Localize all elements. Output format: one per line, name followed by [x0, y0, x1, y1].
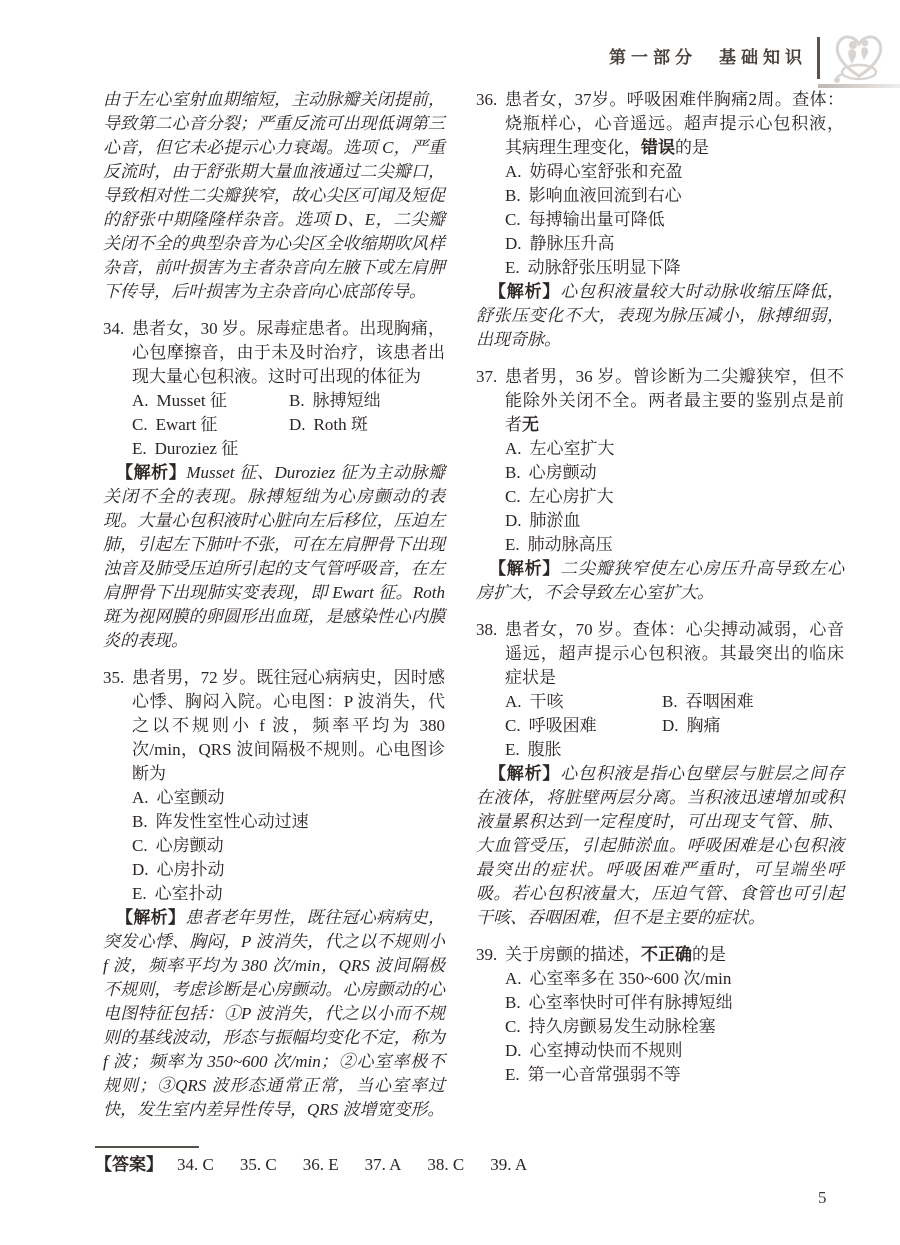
- question-34: [103, 317, 445, 461]
- option-b: B. 心房颤动: [505, 463, 597, 482]
- analysis-label: 【解析】: [116, 908, 186, 927]
- question-39: [476, 943, 844, 1087]
- question-38: [476, 618, 844, 762]
- answer-key: [95, 1146, 553, 1177]
- question-36: [476, 88, 844, 280]
- option-b: B. 影响血液回流到右心: [505, 186, 682, 205]
- option-b: B. 脉搏短绌: [289, 391, 381, 410]
- answer-item: 34. C: [177, 1155, 214, 1174]
- option-a: A. 左心室扩大: [505, 439, 615, 458]
- emphasis-bold: 错误: [641, 138, 675, 157]
- question-35-number: 35.: [103, 668, 125, 687]
- page-header: [609, 30, 890, 86]
- question-37-number: 37.: [476, 367, 498, 386]
- answers-line: [95, 1153, 553, 1177]
- option-a: A. Musset 征: [132, 391, 227, 410]
- question-38-options: [505, 690, 844, 762]
- option-e: E. 动脉舒张压明显下降: [505, 258, 681, 277]
- section-title: 第一部分 基础知识: [609, 48, 807, 67]
- analysis-36: 【解析】心包积液量较大时动脉收缩压降低，舒张压变化不大，表现为脉压减小，脉搏细弱，出现奇脉。: [476, 282, 845, 349]
- question-34-number: 34.: [103, 319, 125, 338]
- option-a: A. 干咳: [505, 692, 564, 711]
- content-columns: [103, 88, 844, 1122]
- header-divider: [817, 37, 820, 79]
- question-37: [476, 365, 844, 557]
- answer-item: 38. C: [427, 1155, 465, 1174]
- option-d: D. Roth 斑: [289, 415, 368, 434]
- option-d: D. 心室搏动快而不规则: [505, 1041, 683, 1060]
- right-column: [476, 88, 844, 1122]
- analysis-38: 【解析】心包积液是指心包壁层与脏层之间存在液体，将脏壁两层分离。当积液迅速增加或积液量累积达到一定程度时，可出现支气管、肺、大血管受压，引起肺淤血。呼吸困难是心包积液最突出的症状。呼吸困难严重时，可呈端坐呼吸。若心包积液量大，压迫气管、食管也可引起干咳、吞咽困难，但不是主要的症状。: [476, 764, 845, 927]
- question-35: [103, 666, 445, 906]
- emphasis-bold: 无: [522, 415, 539, 434]
- answers-label: 【答案】: [95, 1155, 163, 1174]
- question-38-stem: 患者女，70 岁。查体：心尖搏动减弱，心音遥远，超声提示心包积液。其最突出的临床症状是: [505, 620, 844, 687]
- question-36-stem: 患者女，37岁。呼吸困难伴胸痛2周。查体：烧瓶样心，心音遥远。超声提示心包积液，其病理生理变化，错误的是: [505, 90, 844, 157]
- question-36-body: [505, 88, 844, 280]
- page-number: 5: [818, 1188, 827, 1207]
- question-35-body: [132, 666, 445, 906]
- question-38-body: [505, 618, 844, 762]
- question-36-options: [505, 160, 844, 280]
- option-a: A. 妨碍心室舒张和充盈: [505, 162, 683, 181]
- option-d: D. 胸痛: [662, 716, 721, 735]
- option-d: D. 肺淤血: [505, 511, 581, 530]
- option-c: C. 心房颤动: [132, 836, 224, 855]
- option-a: A. 心室颤动: [132, 788, 225, 807]
- option-e: E. 肺动脉高压: [505, 535, 613, 554]
- option-c: C. 持久房颤易发生动脉栓塞: [505, 1017, 716, 1036]
- option-b: B. 心室率快时可伴有脉搏短绌: [505, 993, 733, 1012]
- answers-overline: [95, 1146, 199, 1148]
- option-a: A. 心室率多在 350~600 次/min: [505, 969, 732, 988]
- analysis-label: 【解析】: [489, 764, 561, 783]
- question-35-options: [132, 786, 445, 906]
- question-39-body: [505, 943, 844, 1087]
- answer-item: 36. E: [302, 1155, 339, 1174]
- option-d: D. 心房扑动: [132, 860, 225, 879]
- analysis-37: 【解析】二尖瓣狭窄使左心房压升高导致左心房扩大，不会导致左心室扩大。: [476, 559, 845, 602]
- publisher-logo-icon: [828, 30, 890, 86]
- option-e: E. 腹胀: [505, 740, 562, 759]
- option-e: E. 心室扑动: [132, 884, 223, 903]
- question-39-options: [505, 967, 844, 1087]
- option-b: B. 吞咽困难: [662, 692, 754, 711]
- analysis-35: 【解析】患者老年男性，既往冠心病病史，突发心悸、胸闷，P 波消失，代之以不规则小 f 波，频率平均为 380 次/min，QRS 波间隔极不规则，考虑诊断是心房颤动。心房颤动的心电图特征包括：①P 波消失，代之以小而不规则的基线波动，形态与振幅均变化不定，称为 f 波；频率为 350~600 次/min；②心室率极不规则；③QRS 波形态通常正常，当心室率过快，发生室内差异性传导，QRS 波增宽变形。: [103, 908, 446, 1119]
- emphasis-bold: 不正确: [641, 945, 692, 964]
- question-34-stem: 患者女，30 岁。尿毒症患者。出现胸痛，心包摩擦音，由于未及时治疗，该患者出现大量心包积液。这时可出现的体征为: [132, 319, 445, 386]
- question-36-number: 36.: [476, 90, 498, 109]
- question-39-stem: 关于房颤的描述，不正确的是: [505, 945, 726, 964]
- option-c: C. 每搏输出量可降低: [505, 210, 665, 229]
- option-d: D. 静脉压升高: [505, 234, 615, 253]
- answer-item: 37. A: [364, 1155, 402, 1174]
- option-b: B. 阵发性室性心动过速: [132, 812, 309, 831]
- option-e: E. Duroziez 征: [132, 439, 239, 458]
- question-35-stem: 患者男，72 岁。既往冠心病病史，因时感心悸、胸闷入院。心电图：P 波消失，代之以不规则小 f 波，频率平均为 380 次/min，QRS 波间隔极不规则。心电图诊断为: [132, 668, 445, 783]
- option-c: C. 呼吸困难: [505, 716, 597, 735]
- question-37-stem: 患者男，36 岁。曾诊断为二尖瓣狭窄，但不能除外关闭不全。两者最主要的鉴别点是前者无: [505, 367, 844, 434]
- analysis-34: 【解析】Musset 征、Duroziez 征为主动脉瓣关闭不全的表现。脉搏短绌为心房颤动的表现。大量心包积液时心脏向左后移位，压迫左肺，引起左下肺叶不张，可在左肩胛骨下出现浊音及肺受压迫所引起的支气管呼吸音，在左肩胛骨下出现肺实变表现，即 Ewart 征。Roth 斑为视网膜的卵圆形出血斑，是感染性心内膜炎的表现。: [103, 463, 445, 650]
- answer-item: 39. A: [490, 1155, 528, 1174]
- answer-item: 35. C: [239, 1155, 277, 1174]
- question-34-body: [132, 317, 445, 461]
- question-39-number: 39.: [476, 945, 498, 964]
- option-c: C. 左心房扩大: [505, 487, 614, 506]
- left-column: [103, 88, 445, 1122]
- question-34-options: [132, 389, 445, 461]
- analysis-continuation: 由于左心室射血期缩短，主动脉瓣关闭提前，导致第二心音分裂；严重反流可出现低调第三心音，但它未必提示心力衰竭。选项 C，严重反流时，由于舒张期大量血液通过二尖瓣口，导致相对性二尖瓣狭窄，故心尖区可闻及短促的舒张中期隆隆样杂音。选项 D、E，二尖瓣关闭不全的典型杂音为心尖区全收缩期吹风样杂音，前叶损害为主者杂音向左腋下或左肩胛下传导，后叶损害为主杂音向心底部传导。: [103, 90, 445, 301]
- question-37-options: [505, 437, 844, 557]
- option-e: E. 第一心音常强弱不等: [505, 1065, 681, 1084]
- analysis-label: 【解析】: [116, 463, 187, 482]
- analysis-label: 【解析】: [489, 559, 561, 578]
- question-37-body: [505, 365, 844, 557]
- option-c: C. Ewart 征: [132, 415, 218, 434]
- analysis-label: 【解析】: [489, 282, 561, 301]
- question-38-number: 38.: [476, 620, 498, 639]
